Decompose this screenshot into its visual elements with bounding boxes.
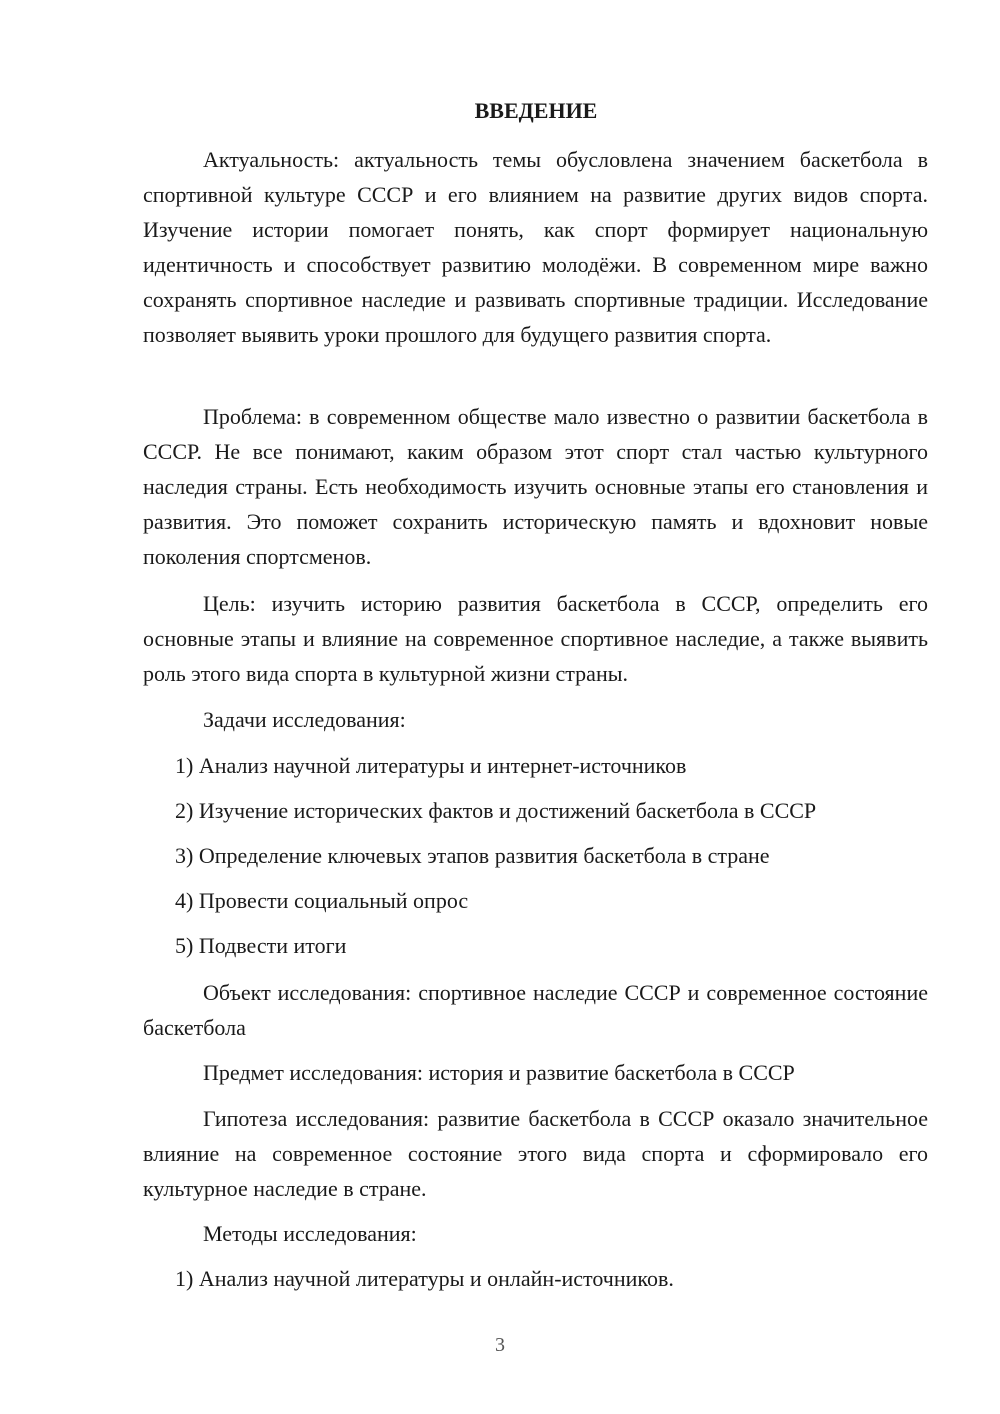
page-title: ВВЕДЕНИЕ: [474, 98, 598, 123]
task-item-4: 4) Провести социальный опрос: [175, 888, 469, 913]
task-item-1: 1) Анализ научной литературы и интернет-источников: [175, 753, 687, 778]
methods-heading: Методы исследования:: [203, 1221, 417, 1246]
object-paragraph: Объект исследования: спортивное наследие СССР и современное состояние баскетбола: [143, 980, 928, 1040]
page-number: 3: [495, 1334, 505, 1356]
task-item-2: 2) Изучение исторических фактов и достижений баскетбола в СССР: [175, 798, 817, 823]
problem-paragraph: Проблема: в современном обществе мало известно о развитии баскетбола в СССР. Не все понимают, каким образом этот спорт стал частью культурного наследия страны. Есть необходимость изучить основные этапы его становления и развития. Это поможет сохранить историческую память и вдохновит новые поколения спортсменов.: [143, 404, 928, 569]
subject-paragraph: Предмет исследования: история и развитие баскетбола в СССР: [203, 1060, 795, 1085]
task-item-3: 3) Определение ключевых этапов развития баскетбола в стране: [175, 843, 770, 868]
hypothesis-paragraph: Гипотеза исследования: развитие баскетбола в СССР оказало значительное влияние на современное состояние этого вида спорта и сформировало его культурное наследие в стране.: [143, 1106, 928, 1201]
tasks-heading: Задачи исследования:: [203, 707, 406, 732]
method-item-1: 1) Анализ научной литературы и онлайн-источников.: [175, 1266, 674, 1291]
relevance-paragraph: Актуальность: актуальность темы обусловлена значением баскетбола в спортивной культуре СССР и его влиянием на развитие других видов спорта. Изучение истории помогает понять, как спорт формирует национальную идентичность и способствует развитию молодёжи. В современном мире важно сохранять спортивное наследие и развивать спортивные традиции. Исследование позволяет выявить уроки прошлого для будущего развития спорта.: [143, 147, 928, 347]
task-item-5: 5) Подвести итоги: [175, 933, 347, 958]
goal-paragraph: Цель: изучить историю развития баскетбола в СССР, определить его основные этапы и влияние на современное спортивное наследие, а также выявить роль этого вида спорта в культурной жизни страны.: [143, 591, 928, 686]
